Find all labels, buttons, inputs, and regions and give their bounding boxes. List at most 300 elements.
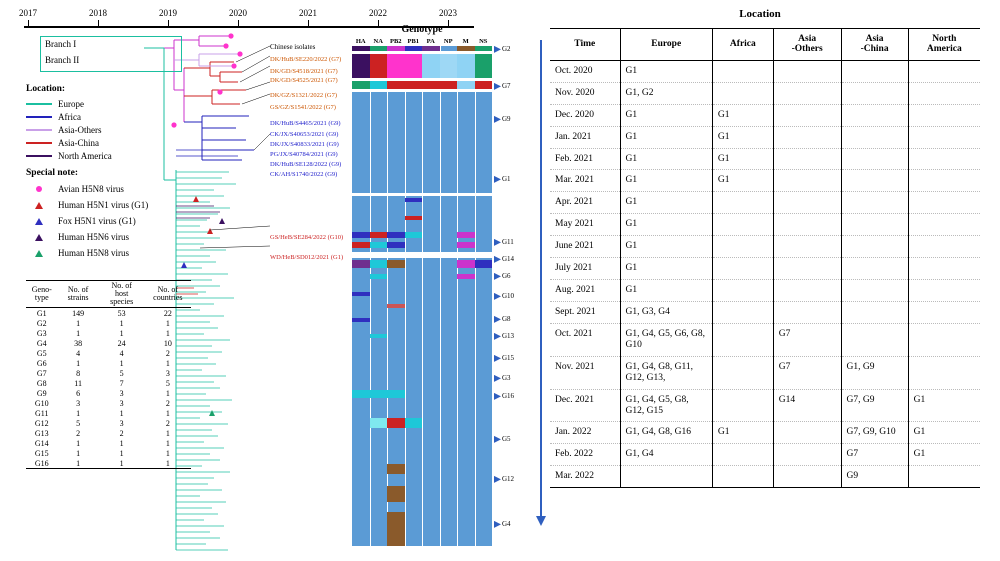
cell-asia-china [841,323,908,356]
location-table-title: Location [739,8,781,20]
branch-i-label: Branch I [45,39,77,49]
cell-africa: G1 [712,422,773,444]
genotype-flag-label: G14 [502,255,515,263]
legend-label: Fox H5N1 virus (G1) [58,216,136,226]
table-row [26,398,191,408]
cell-asia-china [841,170,908,192]
cell-africa [712,60,773,82]
special-note-title: Special note: [26,168,78,178]
cell-africa [712,323,773,356]
cell-hosts: 5 [119,368,124,378]
flag-icon [494,273,501,280]
cell-countries: 1 [165,438,170,448]
cell-countries: 2 [165,398,170,408]
human-h5n8-marker-icon [26,250,52,257]
cell-asia-others [773,280,841,302]
axis-year-label: 2017 [19,8,37,18]
cell-asia-china: G7, G9 [841,389,908,422]
cell-hosts: 24 [117,338,126,348]
isolate-label: DK/HuB/S4465/2021 (G9) [270,120,341,127]
cell-europe: G1 [620,126,712,148]
cell-time: Sept. 2021 [550,302,620,324]
branch-label-box [40,36,182,72]
col-countries: No. of countries [145,281,191,308]
cell-time: Apr. 2021 [550,192,620,214]
segment-label-ha: HA [355,38,366,45]
cell-countries: 5 [165,378,170,388]
axis-year-label: 2023 [439,8,457,18]
cell-genotype: G11 [35,408,49,418]
table-row [550,258,980,280]
col-genotype: Geno- type [26,281,58,308]
legend-item [26,213,176,229]
cell-hosts: 3 [119,388,124,398]
cell-countries: 2 [165,418,170,428]
cell-asia-china [841,104,908,126]
cell-north-america [908,280,980,302]
table-row [550,170,980,192]
table-row [26,328,191,338]
cell-genotype: G2 [36,318,47,328]
genotype-matrix-title: Genotype [401,24,443,35]
cell-strains: 5 [76,418,81,428]
flag-icon [494,393,501,400]
table-row [26,368,191,378]
legend-item [26,110,176,123]
table-row [550,60,980,82]
cell-europe: G1, G4 [620,444,712,466]
legend-item [26,197,176,213]
cell-strains: 1 [58,458,99,469]
segment-label-pb1: PB1 [407,38,420,45]
axis-year-label: 2022 [369,8,387,18]
cell-countries: 1 [165,428,170,438]
cell-north-america: G1 [908,389,980,422]
genotype-flag-label: G12 [502,475,515,483]
cell-asia-china [841,302,908,324]
col-asia-others: Asia -Others [773,29,841,61]
cell-north-america [908,236,980,258]
cell-asia-others [773,126,841,148]
isolate-label: DK/GD/S4525/2021 (G7) [270,77,338,84]
flag-icon [494,521,501,528]
table-row [26,438,191,448]
genotype-flag-label: G11 [502,238,514,246]
segment-label-pa: PA [426,38,435,45]
cell-africa [712,192,773,214]
legend-color-swatch [26,103,52,105]
location-panel [520,0,1000,561]
time-direction-arrow-icon [536,40,546,530]
isolate-label: WD/HeB/SD012/2021 (G1) [270,254,344,261]
cell-time: Mar. 2021 [550,170,620,192]
legend-label: Human H5N1 virus (G1) [58,200,149,210]
genotype-summary-table [26,280,191,469]
genotype-flag-label: G4 [502,520,511,528]
cell-north-america: G1 [908,422,980,444]
legend-item [26,97,176,110]
cell-genotype: G5 [36,348,47,358]
cell-north-america [908,258,980,280]
segment-label-ns: NS [479,38,488,45]
legend-item [26,181,176,197]
cell-countries: 1 [165,358,170,368]
cell-europe: G1 [620,214,712,236]
cell-hosts: 4 [119,348,124,358]
axis-tick [168,20,169,28]
genotype-flag-label: G3 [502,374,511,382]
segment-label-pb2: PB2 [389,38,402,45]
cell-asia-others: G14 [773,389,841,422]
table-row [550,82,980,104]
cell-time: July 2021 [550,258,620,280]
legend-label: Africa [58,111,81,122]
cell-north-america [908,126,980,148]
legend-label: Asia-China [58,137,99,148]
table-row [550,323,980,356]
axis-tick [98,20,99,28]
genotype-flag-label: G10 [502,292,515,300]
genotype-flag-label: G5 [502,435,511,443]
cell-africa: G1 [712,126,773,148]
genotype-flag-label: G9 [502,115,511,123]
location-legend [26,84,176,162]
flag-icon [494,355,501,362]
isolate-label: DK/GD/S4518/2021 (G7) [270,68,338,75]
cell-time: Oct. 2021 [550,323,620,356]
axis-tick [28,20,29,28]
cell-asia-china [841,258,908,280]
cell-genotype: G8 [36,378,47,388]
legend-label: Avian H5N8 virus [58,184,124,194]
cell-north-america: G1 [908,444,980,466]
cell-asia-china [841,126,908,148]
cell-time: Mar. 2022 [550,466,620,488]
legend-label: North America [58,150,112,161]
flag-icon [494,83,501,90]
cell-asia-china [841,60,908,82]
cell-africa [712,280,773,302]
genotype-flag-label: G7 [502,82,511,90]
segment-label-np: NP [443,38,453,45]
isolate-label: CK/JX/S40653/2021 (G9) [270,131,339,138]
cell-strains: 11 [74,378,82,388]
cell-europe: G1 [620,170,712,192]
cell-north-america [908,466,980,488]
legend-color-swatch [26,129,52,131]
cell-hosts: 1 [99,458,145,469]
flag-icon [494,316,501,323]
human-h5n1-marker-icon [26,202,52,209]
legend-item [26,136,176,149]
cell-hosts: 1 [119,358,124,368]
cell-asia-others [773,258,841,280]
cell-time: Jan. 2021 [550,126,620,148]
flag-icon [494,293,501,300]
cell-asia-others [773,82,841,104]
genotype-matrix [352,46,492,546]
cell-time: June 2021 [550,236,620,258]
cell-countries: 22 [163,308,172,318]
cell-europe: G1, G2 [620,82,712,104]
cell-asia-others [773,170,841,192]
cell-strains: 1 [76,448,81,458]
cell-hosts: 3 [119,418,124,428]
cell-north-america [908,148,980,170]
table-row [26,428,191,438]
cell-north-america [908,356,980,389]
axis-year-label: 2021 [299,8,317,18]
cell-time: Oct. 2020 [550,60,620,82]
cell-asia-china [841,214,908,236]
table-header-row [26,281,191,308]
location-table [550,28,980,488]
cell-asia-china [841,148,908,170]
flag-icon [494,256,501,263]
branch-ii-label: Branch II [45,55,80,65]
cell-asia-others [773,302,841,324]
table-row [550,302,980,324]
cell-asia-others [773,192,841,214]
table-row [550,104,980,126]
col-time: Time [550,29,620,61]
cell-asia-others [773,60,841,82]
cell-strains: 1 [76,438,81,448]
isolate-label: PG/JX/S40784/2021 (G9) [270,151,338,158]
genotype-flag-label: G13 [502,332,515,340]
genotype-flag-label: G6 [502,272,511,280]
table-row [550,236,980,258]
isolate-label: CK/AH/S1740/2022 (G9) [270,171,338,178]
cell-asia-china [841,192,908,214]
cell-europe: G1 [620,192,712,214]
cell-europe: G1 [620,280,712,302]
cell-strains: 8 [76,368,81,378]
flag-icon [494,176,501,183]
cell-genotype: G12 [34,418,49,428]
location-legend-title: Location: [26,84,66,94]
cell-genotype: G10 [34,398,49,408]
segment-label-na: NA [373,38,383,45]
cell-hosts: 1 [119,318,124,328]
genotype-flag-label: G16 [502,392,515,400]
cell-countries: 1 [165,328,170,338]
location-table-body [550,60,980,487]
axis-year-label: 2019 [159,8,177,18]
cell-europe: G1, G4, G5, G6, G8, G10 [620,323,712,356]
isolate-label: GS/GZ/S1541/2022 (G7) [270,104,336,111]
axis-tick [308,20,309,28]
cell-strains: 3 [76,398,81,408]
cell-time: Feb. 2021 [550,148,620,170]
legend-label: Europe [58,98,84,109]
cell-europe: G1 [620,104,712,126]
cell-genotype: G16 [26,458,58,469]
cell-hosts: 53 [117,308,126,318]
col-africa: Africa [712,29,773,61]
cell-hosts: 1 [119,448,124,458]
isolate-label: GS/HeB/SE284/2022 (G10) [270,234,344,241]
special-note-legend [26,168,176,261]
table-row [26,408,191,418]
cell-africa [712,444,773,466]
cell-time: May 2021 [550,214,620,236]
genotype-flag-label: G1 [502,175,511,183]
cell-north-america [908,82,980,104]
cell-europe: G1 [620,148,712,170]
cell-asia-others [773,444,841,466]
flag-icon [494,46,501,53]
legend-item [26,149,176,162]
isolate-label: DK/HuB/SE128/2022 (G9) [270,161,342,168]
genotype-flag-label: G15 [502,354,515,362]
isolate-label: DK/JX/S40833/2021 (G9) [270,141,339,148]
table-header-row [550,29,980,61]
cell-asia-others [773,214,841,236]
cell-africa [712,82,773,104]
cell-north-america [908,192,980,214]
avian-h5n8-marker-icon [26,186,52,192]
chinese-isolates-title: Chinese isolates [270,43,316,51]
cell-europe: G1, G4, G5, G8, G12, G15 [620,389,712,422]
cell-africa [712,302,773,324]
cell-asia-china [841,236,908,258]
cell-time: Dec. 2021 [550,389,620,422]
flag-icon [494,436,501,443]
cell-europe: G1 [620,60,712,82]
cell-genotype: G14 [34,438,49,448]
segment-label-m: M [462,38,469,45]
cell-genotype: G3 [36,328,47,338]
cell-asia-others [773,148,841,170]
cell-countries: 1 [145,458,191,469]
cell-time: Feb. 2022 [550,444,620,466]
cell-north-america [908,170,980,192]
genotype-flag-label: G2 [502,45,511,53]
flag-icon [494,333,501,340]
legend-color-swatch [26,155,52,157]
axis-tick [238,20,239,28]
cell-hosts: 1 [119,408,124,418]
cell-strains: 1 [76,408,81,418]
cell-africa: G1 [712,170,773,192]
table-row [26,338,191,348]
col-europe: Europe [620,29,712,61]
cell-time: Aug. 2021 [550,280,620,302]
cell-strains: 6 [76,388,81,398]
table-row [26,358,191,368]
cell-genotype: G6 [36,358,47,368]
flag-icon [494,476,501,483]
table-row [26,388,191,398]
cell-strains: 149 [72,308,85,318]
isolate-label: DK/HuB/SE220/2022 (G7) [270,56,342,63]
cell-time: Nov. 2020 [550,82,620,104]
table-row [550,148,980,170]
cell-genotype: G13 [34,428,49,438]
cell-africa [712,214,773,236]
cell-asia-others [773,466,841,488]
cell-time: Dec. 2020 [550,104,620,126]
cell-europe: G1, G3, G4 [620,302,712,324]
flag-icon [494,239,501,246]
cell-europe: G1, G4, G8, G16 [620,422,712,444]
axis-year-label: 2018 [89,8,107,18]
cell-europe: G1 [620,236,712,258]
legend-label: Human H5N8 virus [58,248,129,258]
flag-icon [494,116,501,123]
flag-icon [494,375,501,382]
table-row [550,422,980,444]
cell-north-america [908,302,980,324]
cell-countries: 1 [165,318,170,328]
table-row [26,458,191,469]
cell-asia-china: G7 [841,444,908,466]
legend-label: Asia-Others [58,124,102,135]
table-row [550,192,980,214]
col-asia-china: Asia -China [841,29,908,61]
table-row [550,389,980,422]
cell-countries: 3 [165,368,170,378]
cell-countries: 10 [163,338,172,348]
legend-item [26,245,176,261]
cell-asia-others [773,422,841,444]
cell-asia-china [841,82,908,104]
cell-asia-others: G7 [773,356,841,389]
human-h5n6-marker-icon [26,234,52,241]
cell-asia-china: G1, G9 [841,356,908,389]
table-row [26,378,191,388]
genotype-flag-labels [494,40,520,560]
cell-north-america [908,323,980,356]
genotype-summary-body [26,308,191,469]
cell-genotype: G4 [36,338,47,348]
cell-africa [712,356,773,389]
col-host-species: No. of host species [99,281,145,308]
cell-countries: 1 [165,388,170,398]
fox-h5n1-marker-icon [26,218,52,225]
cell-countries: 2 [165,348,170,358]
cell-asia-china [841,280,908,302]
table-row [26,308,191,319]
cell-genotype: G1 [36,308,47,318]
col-strains: No. of strains [58,281,99,308]
cell-strains: 4 [76,348,81,358]
table-row [550,466,980,488]
cell-strains: 2 [76,428,81,438]
cell-africa: G1 [712,104,773,126]
cell-asia-others [773,236,841,258]
cell-hosts: 7 [119,378,124,388]
cell-strains: 1 [76,358,81,368]
cell-countries: 1 [165,448,170,458]
cell-time: Nov. 2021 [550,356,620,389]
cell-strains: 1 [76,318,81,328]
table-row [26,418,191,428]
cell-genotype: G7 [36,368,47,378]
table-row [26,348,191,358]
axis-year-label: 2020 [229,8,247,18]
cell-hosts: 1 [119,328,124,338]
segment-header-row [352,38,492,45]
table-row [26,448,191,458]
cell-europe: G1, G4, G8, G11, G12, G13, [620,356,712,389]
table-row [550,444,980,466]
cell-hosts: 2 [119,428,124,438]
cell-hosts: 1 [119,438,124,448]
legend-color-swatch [26,116,52,118]
cell-countries: 1 [165,408,170,418]
